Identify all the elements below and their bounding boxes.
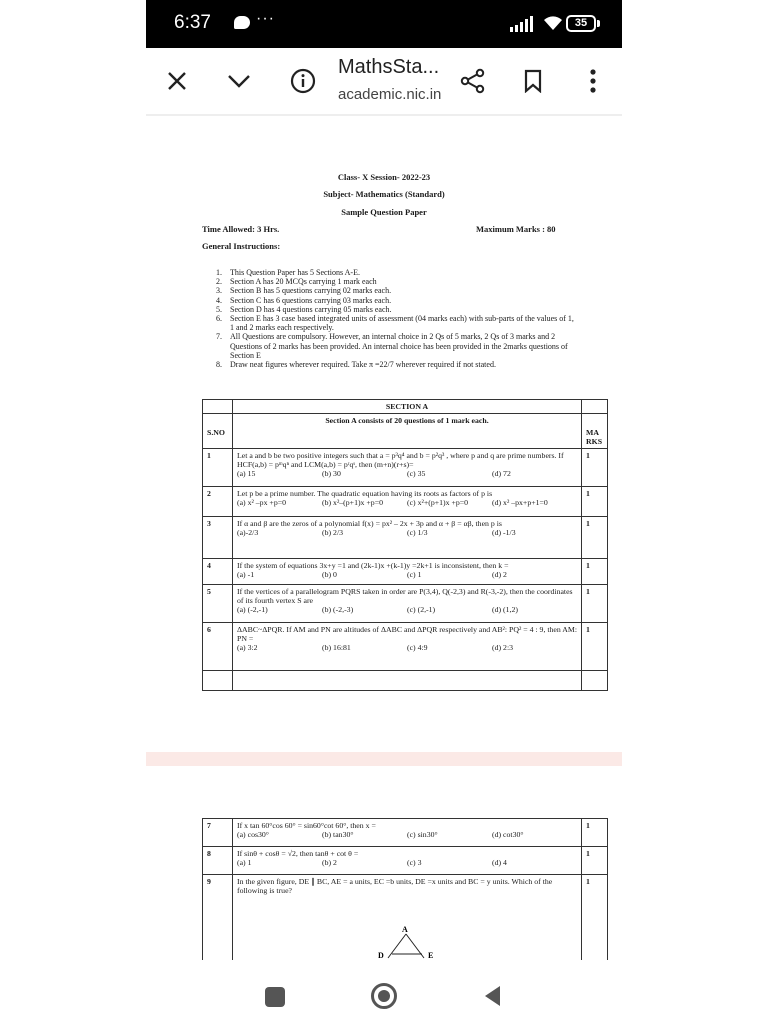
instruction-number: 7. <box>216 332 222 342</box>
question-text: In the given figure, DE ∥ BC, AE = a units, EC =b units, DE =x units and BC = y units. Which of the following is true? <box>237 877 553 895</box>
doc-class-header: Class- X Session- 2022-23 <box>337 172 431 182</box>
question-marks: 1 <box>582 875 608 977</box>
option: (b) x²–(p+1)x +p=0 <box>322 498 384 507</box>
questions-table <box>202 399 608 691</box>
option: (b) 30 <box>322 469 341 478</box>
question-cell <box>233 559 582 585</box>
instruction-number: 5. <box>216 304 222 314</box>
doc-subject-header: Subject- Mathematics (Standard) <box>323 189 445 199</box>
spacer-cell <box>582 671 608 691</box>
question-row <box>203 819 608 847</box>
instruction-item <box>216 305 576 314</box>
instruction-item <box>216 360 576 369</box>
system-nav-bar <box>0 960 768 1024</box>
option: (a) -1 <box>237 570 255 579</box>
option: (d) cot30° <box>492 830 524 839</box>
question-marks: 1 <box>582 623 608 671</box>
section-subtitle: Section A consists of 20 questions of 1 mark each. <box>233 414 582 449</box>
question-number: 5 <box>203 585 233 623</box>
page-gap <box>146 752 622 766</box>
option: (c) sin30° <box>407 830 438 839</box>
instruction-text: Draw neat figures wherever required. Take π =22/7 wherever required if not stated. <box>230 360 496 370</box>
question-text: If the vertices of a parallelogram PQRS taken in order are P(3,4), Q(-2,3) and R(-3,-2), then the coordinates of its fourth vertex S are <box>237 587 573 605</box>
question-text: If the system of equations 3x+y =1 and (2k-1)x +(k-1)y =2k+1 is inconsistent, then k = <box>237 561 509 570</box>
question-row <box>203 623 608 671</box>
option: (b) 2 <box>322 858 337 867</box>
signal-icon <box>510 16 538 32</box>
option: (c) x²+(p+1)x +p=0 <box>407 498 469 507</box>
option: (d) 2 <box>492 570 507 579</box>
question-text: If x tan 60°cos 60° = sin60°cot 60°, then x = <box>237 821 376 830</box>
option: (b) 2/3 <box>322 528 344 537</box>
page-title: MathsSta... <box>338 56 440 78</box>
question-row <box>203 847 608 875</box>
label-a: A <box>402 925 408 934</box>
question-row <box>203 585 608 623</box>
section-title: SECTION A <box>233 400 582 414</box>
instruction-text: All Questions are compulsory. However, an internal choice in 2 Qs of 5 marks, 2 Qs of 3 marks and 2 Questions of 2 marks has been provided. An internal choice has been provided in the 2marks questions of Section E <box>230 332 568 360</box>
question-cell <box>233 449 582 487</box>
instruction-number: 2. <box>216 277 222 287</box>
question-number: 7 <box>203 819 233 847</box>
question-row <box>203 517 608 559</box>
share-button[interactable] <box>456 64 490 98</box>
question-text: ΔABC~ΔPQR. If AM and PN are altitudes of ΔABC and ΔPQR respectively and AB²: PQ² = 4 : 9, then AM: PN = <box>237 625 578 643</box>
instruction-number: 8. <box>216 360 222 370</box>
option: (d) x² –px+p+1=0 <box>492 498 548 507</box>
options <box>237 643 577 652</box>
instruction-item <box>216 286 576 295</box>
question-marks: 1 <box>582 585 608 623</box>
pdf-page-2 <box>146 766 622 976</box>
label-d: D <box>378 951 384 960</box>
bookmark-button[interactable] <box>516 64 550 98</box>
instruction-item <box>216 277 576 286</box>
question-cell <box>233 517 582 559</box>
option: (a) (-2,-1) <box>237 605 268 614</box>
option: (a) 15 <box>237 469 256 478</box>
home-button[interactable] <box>370 982 398 1015</box>
question-number: 3 <box>203 517 233 559</box>
instruction-text: Section B has 5 questions carrying 02 marks each. <box>230 286 392 296</box>
spacer-cell <box>203 671 233 691</box>
question-number: 8 <box>203 847 233 875</box>
nav-home-icon <box>370 982 398 1010</box>
option: (d) -1/3 <box>492 528 516 537</box>
option: (d) 4 <box>492 858 507 867</box>
option: (b) 16:81 <box>322 643 351 652</box>
option: (a) 3:2 <box>237 643 258 652</box>
bookmark-icon <box>523 69 543 93</box>
option: (c) 1 <box>407 570 422 579</box>
instruction-item <box>216 314 576 332</box>
info-button[interactable] <box>286 64 320 98</box>
label-e: E <box>428 951 434 960</box>
question-number: 4 <box>203 559 233 585</box>
more-vert-icon <box>589 69 597 93</box>
option: (d) 72 <box>492 469 511 478</box>
instruction-number: 1. <box>216 268 222 277</box>
option: (c) 35 <box>407 469 426 478</box>
question-cell <box>233 623 582 671</box>
info-icon <box>290 68 316 94</box>
question-text: If sinθ + cosθ = √2, then tanθ + cot θ = <box>237 849 359 858</box>
more-button[interactable] <box>576 64 610 98</box>
question-cell <box>233 847 582 875</box>
option: (c) 3 <box>407 858 422 867</box>
instruction-text: This Question Paper has 5 Sections A-E. <box>230 268 360 277</box>
question-cell <box>233 487 582 517</box>
max-marks: Maximum Marks : 80 <box>476 224 556 234</box>
status-dots: ··· <box>256 10 275 27</box>
question-marks: 1 <box>582 819 608 847</box>
options <box>237 605 577 614</box>
instruction-text: Section A has 20 MCQs carrying 1 mark each <box>230 277 377 287</box>
option: (a)-2/3 <box>237 528 259 537</box>
recents-button[interactable] <box>264 986 286 1013</box>
question-marks: 1 <box>582 847 608 875</box>
option: (b) tan30° <box>322 830 354 839</box>
options <box>237 570 577 579</box>
question-marks: 1 <box>582 517 608 559</box>
share-icon <box>460 68 486 94</box>
nav-recents-icon <box>264 986 286 1008</box>
instruction-number: 3. <box>216 286 222 296</box>
option: (c) 4:9 <box>407 643 428 652</box>
instruction-text: Section E has 3 case based integrated units of assessment (04 marks each) with sub-parts of the values of 1, 1 and 2 marks each respectively. <box>230 314 574 333</box>
instruction-number: 4. <box>216 295 222 305</box>
col-marks: MA RKS <box>582 414 608 449</box>
pdf-page-1 <box>146 116 622 756</box>
instruction-item <box>216 296 576 305</box>
time-allowed: Time Allowed: 3 Hrs. <box>202 224 280 234</box>
battery-icon: 35 <box>566 15 596 32</box>
question-row <box>203 487 608 517</box>
doc-paper-header: Sample Question Paper <box>341 207 427 217</box>
instruction-text: Section D has 4 questions carrying 05 marks each. <box>230 304 392 314</box>
status-time: 6:37 <box>174 12 211 33</box>
options <box>237 830 577 839</box>
question-text: Let a and b be two positive integers such that a = p³q⁴ and b = p²q³ , where p and q are prime numbers. If HCF(a,b) = pᵐqⁿ and LCM(a,b) = pʳqˢ, then (m+n)(r+s)= <box>237 451 564 469</box>
battery-tip <box>597 20 600 27</box>
spacer-cell <box>233 671 582 691</box>
nav-back-icon <box>482 984 502 1008</box>
chevron-down-icon <box>227 73 251 89</box>
question-number: 6 <box>203 623 233 671</box>
question-marks: 1 <box>582 449 608 487</box>
browser-toolbar <box>146 48 622 112</box>
close-icon <box>166 70 188 92</box>
option: (a) 1 <box>237 858 252 867</box>
options <box>237 858 577 867</box>
option: (c) 1/3 <box>407 528 428 537</box>
question-cell <box>233 819 582 847</box>
instruction-item <box>216 332 576 360</box>
question-number: 1 <box>203 449 233 487</box>
collapse-button[interactable] <box>222 64 256 98</box>
option: (b) 0 <box>322 570 337 579</box>
options <box>237 528 577 537</box>
col-sno: S.NO <box>203 414 233 449</box>
question-row <box>203 449 608 487</box>
wifi-icon <box>542 14 564 32</box>
option: (a) x² –px +p=0 <box>237 498 287 507</box>
options <box>237 498 577 507</box>
status-bar <box>146 0 622 48</box>
question-row <box>203 559 608 585</box>
instruction-number: 6. <box>216 314 222 324</box>
option: (d) 2:3 <box>492 643 514 652</box>
question-text: Let p be a prime number. The quadratic equation having its roots as factors of p is <box>237 489 493 498</box>
option: (d) (1,2) <box>492 605 518 614</box>
instruction-item <box>216 268 576 277</box>
triangle-figure <box>366 924 446 964</box>
options <box>237 469 577 478</box>
question-number: 2 <box>203 487 233 517</box>
back-button[interactable] <box>482 984 502 1013</box>
option: (c) (2,-1) <box>407 605 436 614</box>
question-marks: 1 <box>582 559 608 585</box>
option: (a) cos30° <box>237 830 269 839</box>
question-text: If α and β are the zeros of a polynomial f(x) = px² – 2x + 3p and α + β = αβ, then p is <box>237 519 502 528</box>
option: (b) (-2,-3) <box>322 605 354 614</box>
close-button[interactable] <box>160 64 194 98</box>
question-cell <box>233 585 582 623</box>
instructions-list <box>216 268 576 369</box>
message-icon <box>234 16 250 29</box>
question-marks: 1 <box>582 487 608 517</box>
page-url[interactable]: academic.nic.in <box>338 86 442 103</box>
instruction-text: Section C has 6 questions carrying 03 marks each. <box>230 295 392 305</box>
question-number: 9 <box>203 875 233 977</box>
general-instructions-title: General Instructions: <box>202 241 281 251</box>
